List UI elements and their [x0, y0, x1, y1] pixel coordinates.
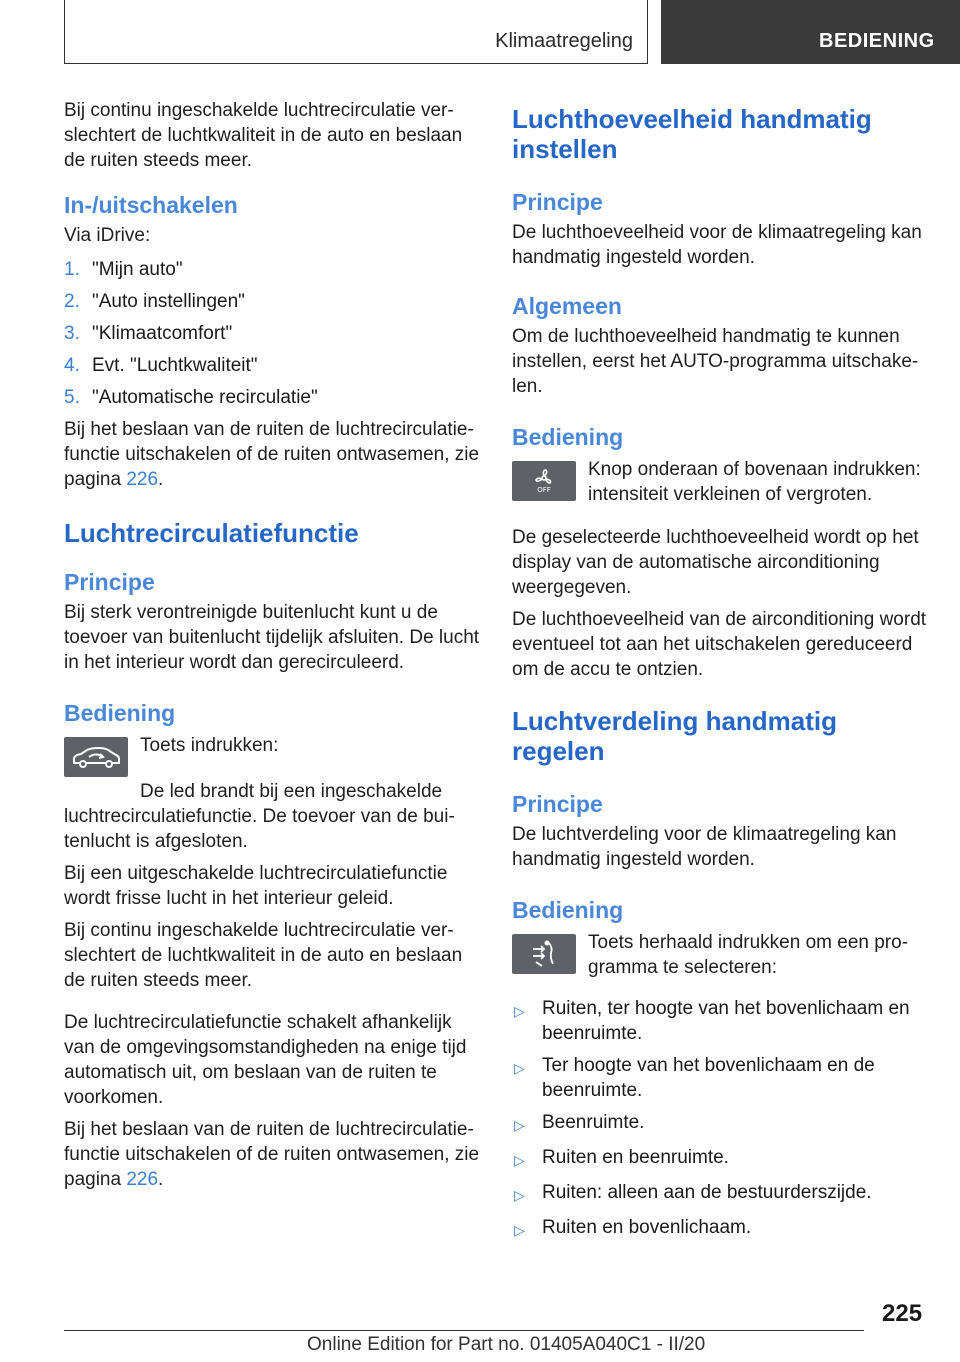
step-number: 3. — [64, 323, 80, 344]
left-column — [64, 98, 484, 1192]
distribution-button-text: Toets herhaald indrukken om een programma te selecteren: — [588, 932, 909, 978]
step-text: Evt. "Luchtkwaliteit" — [92, 355, 258, 376]
bediening-heading: Bediening — [512, 897, 624, 923]
step-text: "Auto instellingen" — [92, 291, 245, 312]
press-button-text: Toets indrukken: — [140, 735, 279, 756]
principe-heading: Principe — [64, 569, 155, 595]
principe-text: De luchtverdeling voor de klimaatregeling kan handmatig ingesteld worden. — [512, 824, 897, 870]
bediening-heading: Bediening — [512, 424, 624, 450]
triangle-right-icon: ▷ — [514, 1152, 525, 1168]
list-item — [512, 1110, 932, 1138]
recirculation-heading: Luchtrecirculatiefunctie — [64, 518, 359, 548]
fan-off-icon — [512, 461, 576, 501]
list-item — [512, 996, 932, 1046]
program-text: Ruiten en bovenlichaam. — [542, 1217, 752, 1238]
distribution-heading: Luchtverdeling handmatig regelen — [512, 706, 838, 766]
triangle-right-icon: ▷ — [514, 1222, 525, 1238]
fog-paragraph — [64, 417, 484, 492]
footer-divider — [64, 1330, 864, 1331]
fog2-end: . — [158, 1169, 164, 1190]
recirculation-button-row — [64, 733, 484, 777]
page-226-link[interactable]: 226 — [126, 1169, 159, 1190]
right-column — [512, 104, 932, 1250]
header-chapter-title: BEDIENING — [819, 30, 935, 52]
off-paragraph: Bij een uitgeschakelde luchtrecirculatiefunctie wordt frisse lucht in het interieur geleid. — [64, 863, 448, 909]
triangle-right-icon: ▷ — [514, 1117, 525, 1133]
fan-off-label: OFF — [537, 486, 551, 494]
list-item — [512, 1145, 932, 1173]
step-number: 1. — [64, 259, 80, 280]
inout-heading: In-/uitschakelen — [64, 192, 238, 218]
fan-button-row — [512, 457, 932, 507]
fog-end: . — [158, 469, 164, 490]
step-text: "Klimaatcomfort" — [92, 323, 233, 344]
intro-paragraph: Bij continu ingeschakelde luchtrecirculatie verslechtert de luchtkwaliteit in de auto en beslaan de ruiten steeds meer. — [64, 100, 463, 171]
step-number: 2. — [64, 291, 80, 312]
fog2-paragraph — [64, 1117, 484, 1192]
principe-text: De luchthoeveelheid voor de klimaatregeling kan handmatig ingesteld worden. — [512, 222, 922, 268]
triangle-right-icon: ▷ — [514, 1060, 525, 1076]
fan-button-text: Knop onderaan of bovenaan indrukken: intensiteit verkleinen of vergroten. — [588, 459, 921, 505]
step-number: 4. — [64, 355, 80, 376]
step-text: "Automatische recirculatie" — [92, 387, 318, 408]
auto-off-paragraph: De luchtrecirculatiefunctie schakelt afhankelijk van de omgevingsomstandigheden na enige tijd automatisch uit, om beslaan van de ruiten te voorkomen. — [64, 1012, 467, 1108]
list-item — [64, 353, 484, 378]
list-item — [64, 289, 484, 314]
list-item — [512, 1180, 932, 1208]
principe-text: Bij sterk verontreinigde buitenlucht kunt u de toevoer van buitenlucht tijdelijk afsluiten. De lucht in het interieur wordt dan gerecirculeerd. — [64, 602, 480, 673]
program-text: Ruiten, ter hoogte van het bovenlichaam en beenruimte. — [542, 998, 910, 1044]
air-distribution-icon — [512, 934, 576, 974]
accu-paragraph: De luchthoeveelheid van de airconditioning wordt eventueel tot aan het uitschakelen gereduceerd om de accu te ontzien. — [512, 609, 927, 680]
step-number: 5. — [64, 387, 80, 408]
page-number: 225 — [882, 1300, 923, 1327]
programs-list — [512, 996, 932, 1243]
algemeen-heading: Algemeen — [512, 293, 622, 319]
principe-heading: Principe — [512, 791, 603, 817]
step-text: "Mijn auto" — [92, 259, 183, 280]
program-text: Ruiten: alleen aan de bestuurderszijde. — [542, 1182, 872, 1203]
display-paragraph: De geselecteerde luchthoeveelheid wordt op het display van de automatische airconditioning weergegeven. — [512, 527, 919, 598]
program-text: Beenruimte. — [542, 1112, 645, 1133]
triangle-right-icon: ▷ — [514, 1187, 525, 1203]
list-item — [512, 1215, 932, 1243]
triangle-right-icon: ▷ — [514, 1003, 525, 1019]
list-item — [64, 321, 484, 346]
distribution-button-row — [512, 930, 932, 980]
fog-text: Bij het beslaan van de ruiten de luchtrecirculatiefunctie uitschakelen of de ruiten ontwasemen, zie pagina — [64, 419, 480, 490]
list-item — [64, 385, 484, 410]
principe-heading: Principe — [512, 189, 603, 215]
car-recirculation-icon — [64, 737, 128, 777]
flow-heading: Luchthoeveelheid handmatig instellen — [512, 104, 872, 164]
algemeen-text: Om de luchthoeveelheid handmatig te kunnen instellen, eerst het AUTO-programma uitschakelen. — [512, 326, 919, 397]
via-idrive-text: Via iDrive: — [64, 225, 151, 246]
idrive-steps-list — [64, 257, 484, 410]
header-section-title: Klimaatregeling — [495, 30, 633, 52]
fog2-text: Bij het beslaan van de ruiten de luchtrecirculatiefunctie uitschakelen of de ruiten ontwasemen, zie pagina — [64, 1119, 480, 1190]
header-chapter-box — [661, 0, 960, 64]
page-226-link[interactable]: 226 — [126, 469, 159, 490]
list-item — [64, 257, 484, 282]
continu-paragraph: Bij continu ingeschakelde luchtrecirculatie verslechtert de luchtkwaliteit in de auto en beslaan de ruiten steeds meer. — [64, 920, 463, 991]
led-paragraph: De led brandt bij een ingeschakelde luchtrecirculatiefunctie. De toevoer van de buitenlucht is afgesloten. — [64, 781, 455, 852]
bediening-heading: Bediening — [64, 700, 176, 726]
footer-edition: Online Edition for Part no. 01405A040C1 - II/20 — [307, 1334, 706, 1355]
list-item — [512, 1053, 932, 1103]
header-section-box — [64, 0, 648, 64]
program-text: Ter hoogte van het bovenlichaam en de beenruimte. — [542, 1055, 875, 1101]
program-text: Ruiten en beenruimte. — [542, 1147, 729, 1168]
